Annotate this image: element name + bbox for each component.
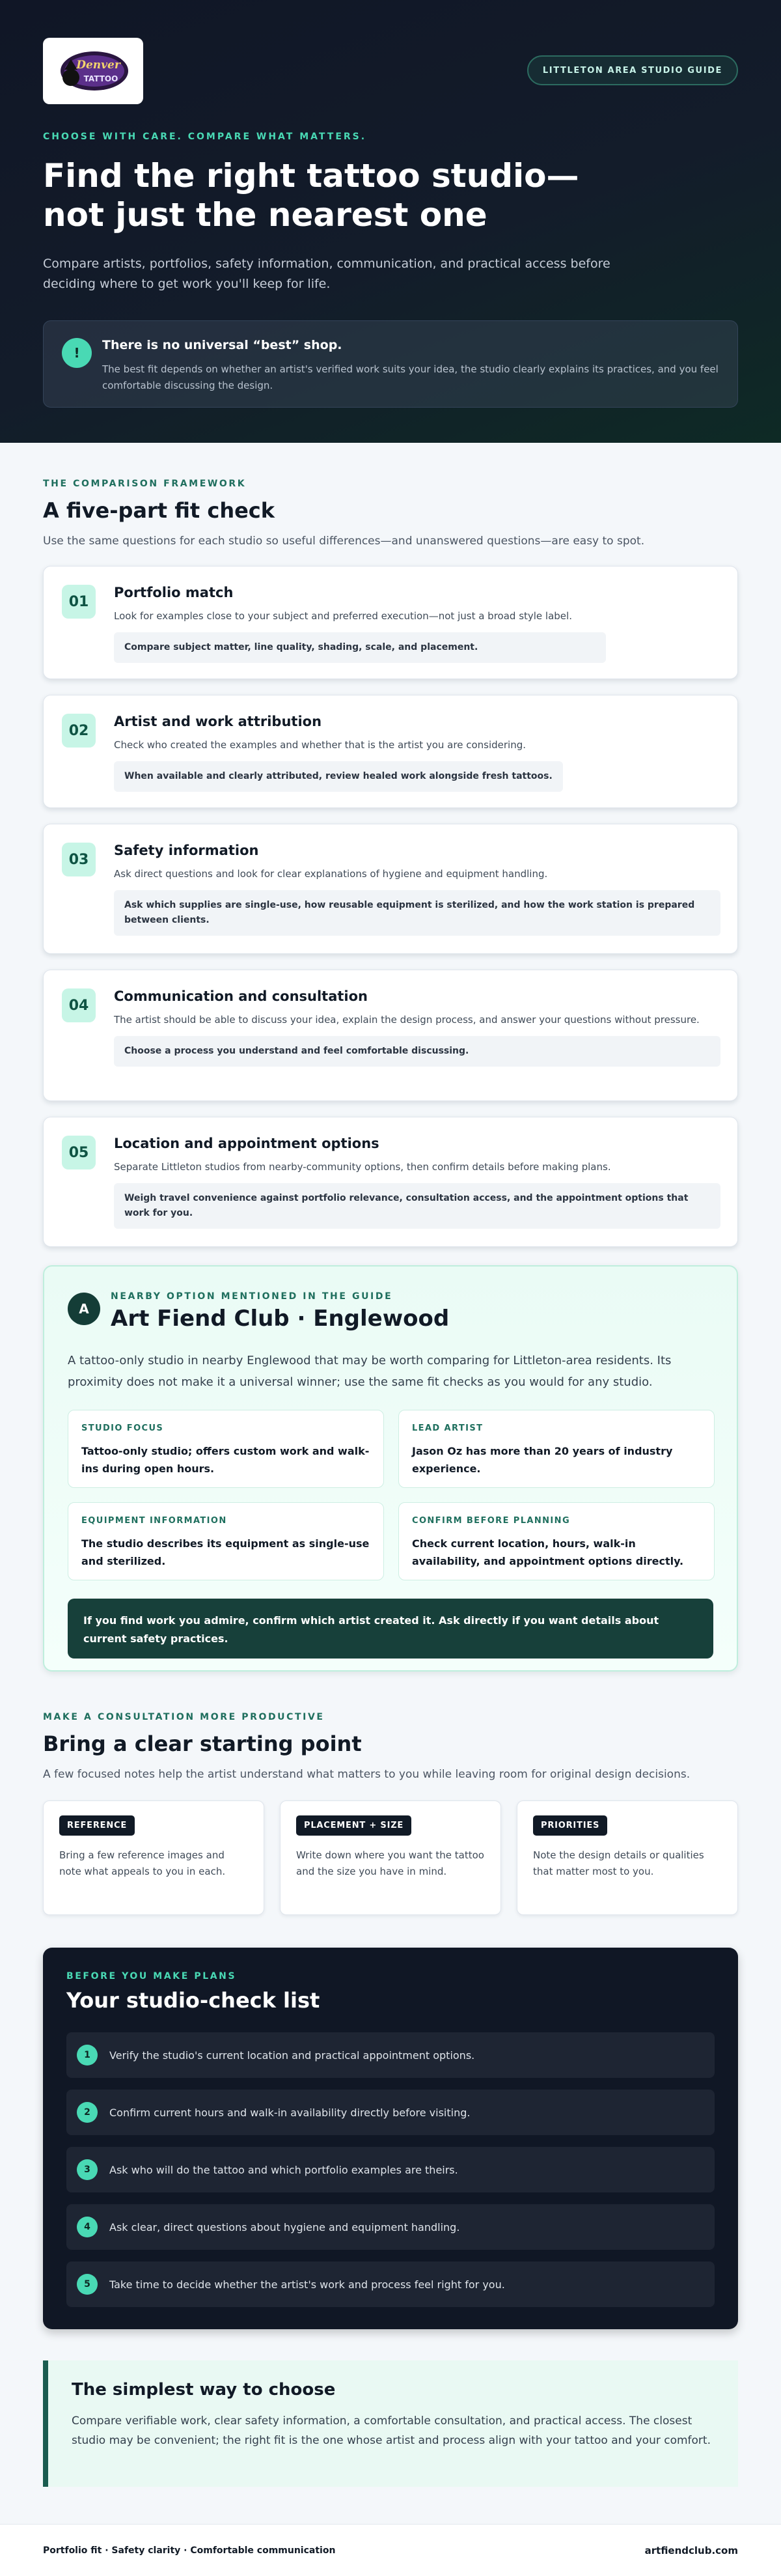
summary-title: The simplest way to choose: [72, 2380, 336, 2400]
fact-card: [68, 1502, 384, 1580]
prep-card: [43, 1800, 264, 1915]
fact-card: [68, 1410, 384, 1488]
prep-text: Write down where you want the tattoo and the size you have in mind.: [296, 1849, 484, 1877]
hero-subtitle: Compare artists, portfolios, safety information, communication, and practical access before deciding where to get work you'll keep for life.: [43, 257, 610, 291]
step-number: 04: [62, 988, 96, 1022]
hero-section: [0, 0, 781, 443]
fit-check-card: [43, 970, 738, 1101]
prep-tag: REFERENCE: [59, 1815, 135, 1836]
checklist-item: [66, 2204, 715, 2250]
summary-callout: [43, 2360, 738, 2487]
prep-text: Note the design details or qualities that matter most to you.: [533, 1849, 704, 1877]
footer-website-link[interactable]: artfiendclub.com: [644, 2544, 738, 2556]
logo-image: [53, 46, 133, 96]
fact-label: EQUIPMENT INFORMATION: [81, 1516, 227, 1526]
card-text: Look for examples close to your subject and preferred execution—not just a broad style label.: [114, 610, 572, 622]
fact-label: CONFIRM BEFORE PLANNING: [412, 1516, 571, 1526]
checklist-number: 2: [77, 2102, 98, 2123]
studio-title: Art Fiend Club · Englewood: [111, 1306, 450, 1332]
alert-icon: !: [62, 338, 92, 368]
prep-card: [280, 1800, 501, 1915]
prep-tag: PRIORITIES: [533, 1815, 607, 1836]
framework-subtitle: Use the same questions for each studio so useful differences—and unanswered questions—are easy to spot.: [43, 535, 645, 548]
card-note: Choose a process you understand and feel comfortable discussing.: [114, 1036, 720, 1067]
framework-section: [0, 443, 781, 1247]
notice-box: [43, 320, 738, 408]
footer: [0, 2524, 781, 2576]
consultation-title: Bring a clear starting point: [43, 1731, 362, 1756]
checklist-section: [43, 1948, 738, 2329]
hero-eyebrow: CHOOSE WITH CARE. COMPARE WHAT MATTERS.: [43, 132, 367, 142]
framework-eyebrow: THE COMPARISON FRAMEWORK: [43, 479, 247, 489]
checklist-item: [66, 2261, 715, 2307]
fit-check-card: [43, 695, 738, 808]
card-text: Separate Littleton studios from nearby-community options, then confirm details before making plans.: [114, 1161, 611, 1173]
checklist-item: [66, 2090, 715, 2135]
svg-text:Denver: Denver: [76, 59, 120, 72]
checklist-text: Confirm current hours and walk-in availability directly before visiting.: [109, 2106, 471, 2119]
fact-label: STUDIO FOCUS: [81, 1423, 164, 1433]
studio-facts: [68, 1410, 713, 1580]
card-note: Compare subject matter, line quality, shading, scale, and placement.: [114, 632, 606, 663]
fact-card: [398, 1410, 715, 1488]
footer-tagline: Portfolio fit · Safety clarity · Comfortable communication: [43, 2545, 336, 2556]
fact-text: The studio describes its equipment as single-use and sterilized.: [81, 1537, 370, 1567]
svg-text:TATTOO: TATTOO: [83, 74, 118, 83]
consultation-eyebrow: MAKE A CONSULTATION MORE PRODUCTIVE: [43, 1712, 325, 1722]
studio-badge: A: [68, 1293, 100, 1325]
fact-text: Check current location, hours, walk-in availability, and appointment options directly.: [412, 1537, 684, 1567]
prep-text: Bring a few reference images and note what appeals to you in each.: [59, 1849, 226, 1877]
card-text: The artist should be able to discuss your idea, explain the design process, and answer your questions without pressure.: [114, 1014, 700, 1026]
consultation-section: [0, 1672, 781, 1915]
fact-text: Jason Oz has more than 20 years of industry experience.: [412, 1445, 673, 1475]
prep-cards: [43, 1800, 738, 1915]
framework-title: A five-part fit check: [43, 498, 275, 523]
checklist-text: Ask clear, direct questions about hygiene and equipment handling.: [109, 2220, 460, 2233]
fit-check-card: [43, 824, 738, 954]
fit-check-card: [43, 1117, 738, 1247]
prep-card: [517, 1800, 738, 1915]
checklist-number: 3: [77, 2159, 98, 2180]
card-note: When available and clearly attributed, review healed work alongside fresh tattoos.: [114, 761, 563, 792]
consultation-subtitle: A few focused notes help the artist understand what matters to you while leaving room for original design decisions.: [43, 1768, 691, 1781]
framework-cards: [43, 566, 738, 1247]
checklist-title: Your studio-check list: [66, 1988, 320, 2013]
card-title: Communication and consultation: [114, 988, 368, 1004]
studio-logo[interactable]: [43, 38, 143, 104]
fact-label: LEAD ARTIST: [412, 1423, 484, 1433]
checklist-text: Ask who will do the tattoo and which portfolio examples are theirs.: [109, 2163, 458, 2176]
fact-text: Tattoo-only studio; offers custom work and walk-ins during open hours.: [81, 1445, 370, 1475]
notice-text: The best fit depends on whether an artist's verified work suits your idea, the studio clearly explains its practices, and you feel comfortable discussing the design.: [102, 363, 719, 391]
guide-label-pill: LITTLETON AREA STUDIO GUIDE: [527, 55, 738, 85]
studio-callout-banner: If you find work you admire, confirm which artist created it. Ask directly if you want details about current safety practices.: [68, 1599, 713, 1659]
notice-title: There is no universal “best” shop.: [102, 338, 342, 352]
card-text: Ask direct questions and look for clear explanations of hygiene and equipment handling.: [114, 868, 548, 880]
step-number: 05: [62, 1136, 96, 1169]
card-note: Weigh travel convenience against portfolio relevance, consultation access, and the appointment options that work for you.: [114, 1183, 720, 1229]
checklist-number: 4: [77, 2217, 98, 2237]
checklist-item: [66, 2032, 715, 2078]
card-title: Safety information: [114, 843, 259, 858]
card-note: Ask which supplies are single-use, how reusable equipment is sterilized, and how the work station is prepared between clients.: [114, 890, 720, 936]
page-title: Find the right tattoo studio—not just the nearest one: [43, 157, 579, 234]
fit-check-card: [43, 566, 738, 679]
step-number: 01: [62, 585, 96, 619]
checklist-text: Verify the studio's current location and practical appointment options.: [109, 2049, 475, 2062]
prep-tag: PLACEMENT + SIZE: [296, 1815, 411, 1836]
card-title: Location and appointment options: [114, 1136, 379, 1151]
studio-highlight-card: [43, 1265, 738, 1672]
checklist: [66, 2032, 715, 2307]
checklist-item: [66, 2147, 715, 2192]
card-title: Artist and work attribution: [114, 714, 322, 729]
studio-description: A tattoo-only studio in nearby Englewood that may be worth comparing for Littleton-area residents. Its proximity does not make it a universal winner; use the same fit checks as you would for any studio.: [68, 1354, 672, 1389]
summary-text: Compare verifiable work, clear safety information, a comfortable consultation, and practical access. The closest studio may be convenient; the right fit is the one whose artist and process align with your tattoo and your comfort.: [72, 2415, 711, 2447]
studio-eyebrow: NEARBY OPTION MENTIONED IN THE GUIDE: [111, 1291, 393, 1302]
step-number: 03: [62, 843, 96, 876]
fact-card: [398, 1502, 715, 1580]
checklist-text: Take time to decide whether the artist's work and process feel right for you.: [109, 2278, 505, 2291]
checklist-number: 5: [77, 2274, 98, 2295]
step-number: 02: [62, 714, 96, 748]
card-text: Check who created the examples and whether that is the artist you are considering.: [114, 739, 526, 751]
checklist-number: 1: [77, 2045, 98, 2065]
checklist-eyebrow: BEFORE YOU MAKE PLANS: [66, 1971, 237, 1981]
card-title: Portfolio match: [114, 585, 234, 600]
